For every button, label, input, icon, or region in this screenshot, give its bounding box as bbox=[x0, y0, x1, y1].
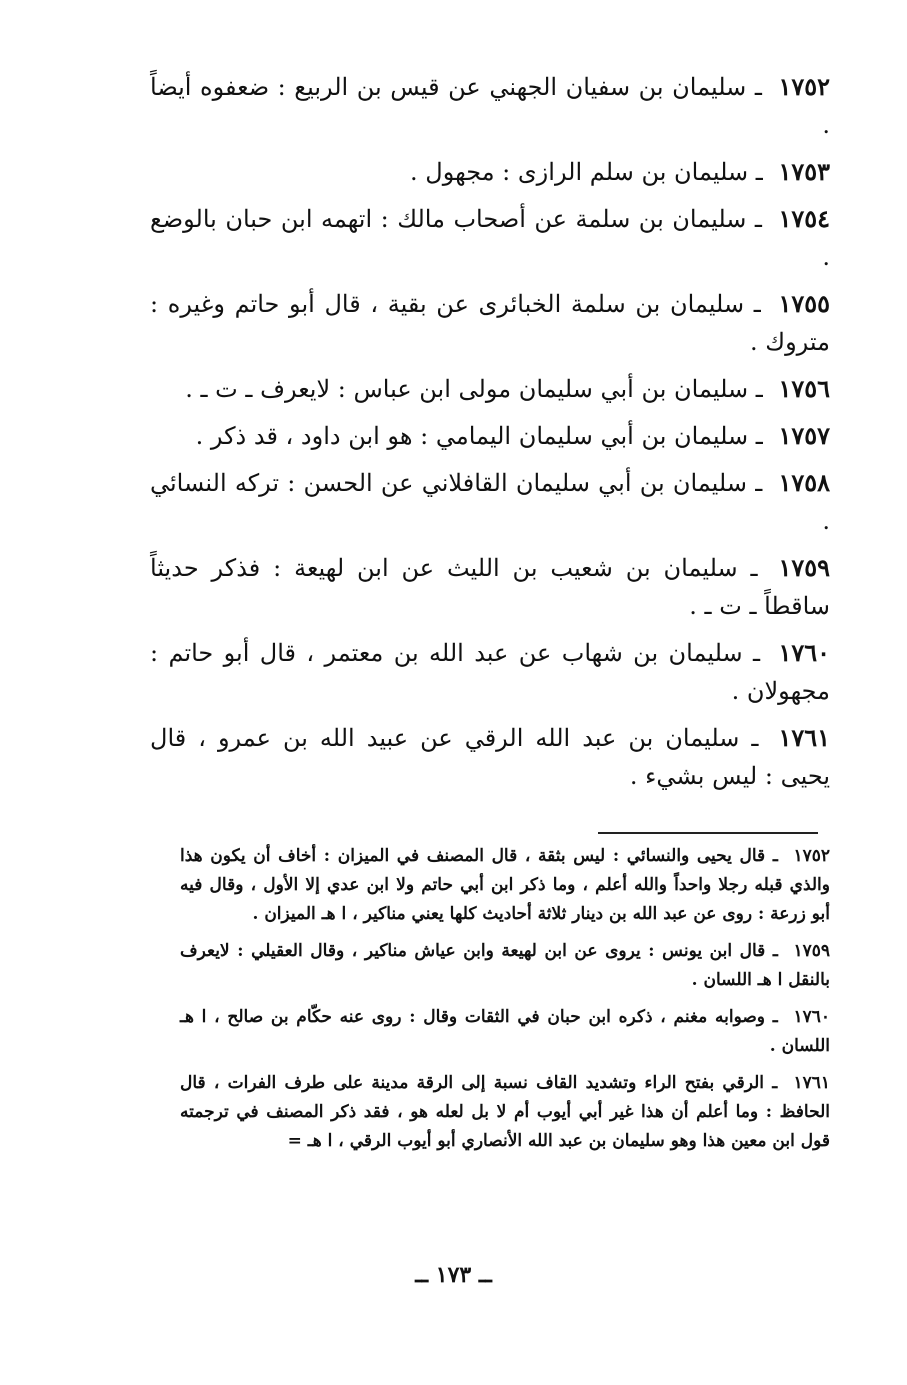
entry: ١٧٥٨ ـ سليمان بن أبي سليمان القافلاني عن الحسن : تركه النسائي . bbox=[150, 468, 830, 535]
entry-text: سليمان بن سفيان الجهني عن قيس بن الربيع : ضعفوه أيضاً . bbox=[150, 73, 830, 139]
entry: ١٧٥٢ ـ سليمان بن سفيان الجهني عن قيس بن الربيع : ضعفوه أيضاً . bbox=[150, 72, 830, 139]
entry-text: سليمان بن سلمة عن أصحاب مالك : اتهمه ابن حبان بالوضع . bbox=[150, 205, 830, 271]
footnote-number: ١٧٥٢ bbox=[793, 846, 830, 866]
entry: ١٧٥٧ ـ سليمان بن أبي سليمان اليمامي : هو ابن داود ، قد ذكر . bbox=[195, 421, 830, 450]
entry-text: سليمان بن سلم الرازى : مجهول . bbox=[410, 158, 749, 186]
footnote: ١٧٥٩ ـ قال ابن يونس : يروى عن ابن لهيعة وابن عياش مناكير ، وقال العقيلي : لايعرف بالنقل ا هـ اللسان . bbox=[180, 941, 830, 990]
page-number: ــ ١٧٣ ــ bbox=[415, 1262, 492, 1288]
footnote-text: قال ابن يونس : يروى عن ابن لهيعة وابن عياش مناكير ، وقال العقيلي : لايعرف بالنقل ا هـ اللسان . bbox=[180, 941, 830, 990]
entries-list bbox=[150, 68, 830, 804]
footnotes-list bbox=[180, 842, 830, 1164]
entry-number: ١٧٥٧ bbox=[778, 421, 830, 450]
entry-text: سليمان بن شعيب بن الليث عن ابن لهيعة : فذكر حديثاً ساقطاً ـ ت ـ . bbox=[150, 554, 830, 620]
entry: ١٧٦١ ـ سليمان بن عبد الله الرقي عن عبيد الله بن عمرو ، قال يحيى : ليس بشيء . bbox=[150, 723, 830, 790]
footnote: ١٧٦١ ـ الرقي بفتح الراء وتشديد القاف نسبة إلى الرقة مدينة على طرف الفرات ، قال الحافظ : وما أعلم أن هذا غير أبي أيوب أم لا بل لعله هو ، فقد ذكر المصنف في ترجمته قول ابن معين هذا وهو سليمان بن عبد الله الأنصاري أبو أيوب الرقي ، ا هـ = bbox=[180, 1073, 830, 1151]
entry-number: ١٧٦١ bbox=[778, 723, 830, 752]
footnote-number: ١٧٦٠ bbox=[793, 1007, 830, 1027]
entry-text: سليمان بن أبي سليمان اليمامي : هو ابن داود ، قد ذكر . bbox=[195, 422, 749, 450]
entry: ١٧٥٥ ـ سليمان بن سلمة الخبائرى عن بقية ، قال أبو حاتم وغيره : متروك . bbox=[150, 289, 830, 356]
footnote-text: قال يحيى والنسائي : ليس بثقة ، قال المصنف في الميزان : أخاف أن يكون هذا والذي قبله رجلا واحداً والله أعلم ، وما ذكر ابن أبي حاتم ولا ابن عدي إلا الأول ، وقال فيه أبو زرعة : روى عن عبد الله بن دينار ثلاثة أحاديث كلها يعني مناكير ، ا هـ الميزان . bbox=[180, 846, 830, 924]
footnote: ١٧٥٢ ـ قال يحيى والنسائي : ليس بثقة ، قال المصنف في الميزان : أخاف أن يكون هذا والذي قبله رجلا واحداً والله أعلم ، وما ذكر ابن أبي حاتم ولا ابن عدي إلا الأول ، وقال فيه أبو زرعة : روى عن عبد الله بن دينار ثلاثة أحاديث كلها يعني مناكير ، ا هـ الميزان . bbox=[180, 846, 830, 924]
entry-text: سليمان بن أبي سليمان مولى ابن عباس : لايعرف ـ ت ـ . bbox=[185, 375, 749, 403]
entry: ١٧٥٦ ـ سليمان بن أبي سليمان مولى ابن عباس : لايعرف ـ ت ـ . bbox=[185, 374, 830, 403]
entry-text: سليمان بن سلمة الخبائرى عن بقية ، قال أبو حاتم وغيره : متروك . bbox=[150, 290, 830, 356]
footnote-separator bbox=[598, 832, 818, 834]
entry-text: سليمان بن أبي سليمان القافلاني عن الحسن : تركه النسائي . bbox=[150, 469, 830, 535]
footnote: ١٧٦٠ ـ وصوابه مغنم ، ذكره ابن حبان في الثقات وقال : روى عنه حكّام بن صالح ، ا هـ اللسان . bbox=[180, 1007, 830, 1056]
footnote-text: وصوابه مغنم ، ذكره ابن حبان في الثقات وقال : روى عنه حكّام بن صالح ، ا هـ اللسان . bbox=[180, 1007, 830, 1056]
entry-text: سليمان بن شهاب عن عبد الله بن معتمر ، قال أبو حاتم : مجهولان . bbox=[150, 639, 830, 705]
footnote-text: الرقي بفتح الراء وتشديد القاف نسبة إلى الرقة مدينة على طرف الفرات ، قال الحافظ : وما أعلم أن هذا غير أبي أيوب أم لا بل لعله هو ، فقد ذكر المصنف في ترجمته قول ابن معين هذا وهو سليمان بن عبد الله الأنصاري أبو أيوب الرقي ، ا هـ = bbox=[180, 1073, 830, 1151]
entry-number: ١٧٥٥ bbox=[778, 289, 830, 318]
entry-number: ١٧٥٢ bbox=[778, 72, 830, 101]
entry-text: سليمان بن عبد الله الرقي عن عبيد الله بن عمرو ، قال يحيى : ليس بشيء . bbox=[150, 724, 830, 790]
entry: ١٧٦٠ ـ سليمان بن شهاب عن عبد الله بن معتمر ، قال أبو حاتم : مجهولان . bbox=[150, 638, 830, 705]
entry: ١٧٥٣ ـ سليمان بن سلم الرازى : مجهول . bbox=[410, 157, 830, 186]
footnote-number: ١٧٥٩ bbox=[793, 941, 830, 961]
entry-number: ١٧٥٨ bbox=[778, 468, 830, 497]
entry: ١٧٥٩ ـ سليمان بن شعيب بن الليث عن ابن لهيعة : فذكر حديثاً ساقطاً ـ ت ـ . bbox=[150, 553, 830, 620]
entry-number: ١٧٥٩ bbox=[778, 553, 830, 582]
entry-number: ١٧٥٦ bbox=[778, 374, 830, 403]
entry-number: ١٧٦٠ bbox=[778, 638, 830, 667]
entry-number: ١٧٥٤ bbox=[778, 204, 830, 233]
entry: ١٧٥٤ ـ سليمان بن سلمة عن أصحاب مالك : اتهمه ابن حبان بالوضع . bbox=[150, 204, 830, 271]
footnote-number: ١٧٦١ bbox=[793, 1073, 830, 1093]
entry-number: ١٧٥٣ bbox=[778, 157, 830, 186]
